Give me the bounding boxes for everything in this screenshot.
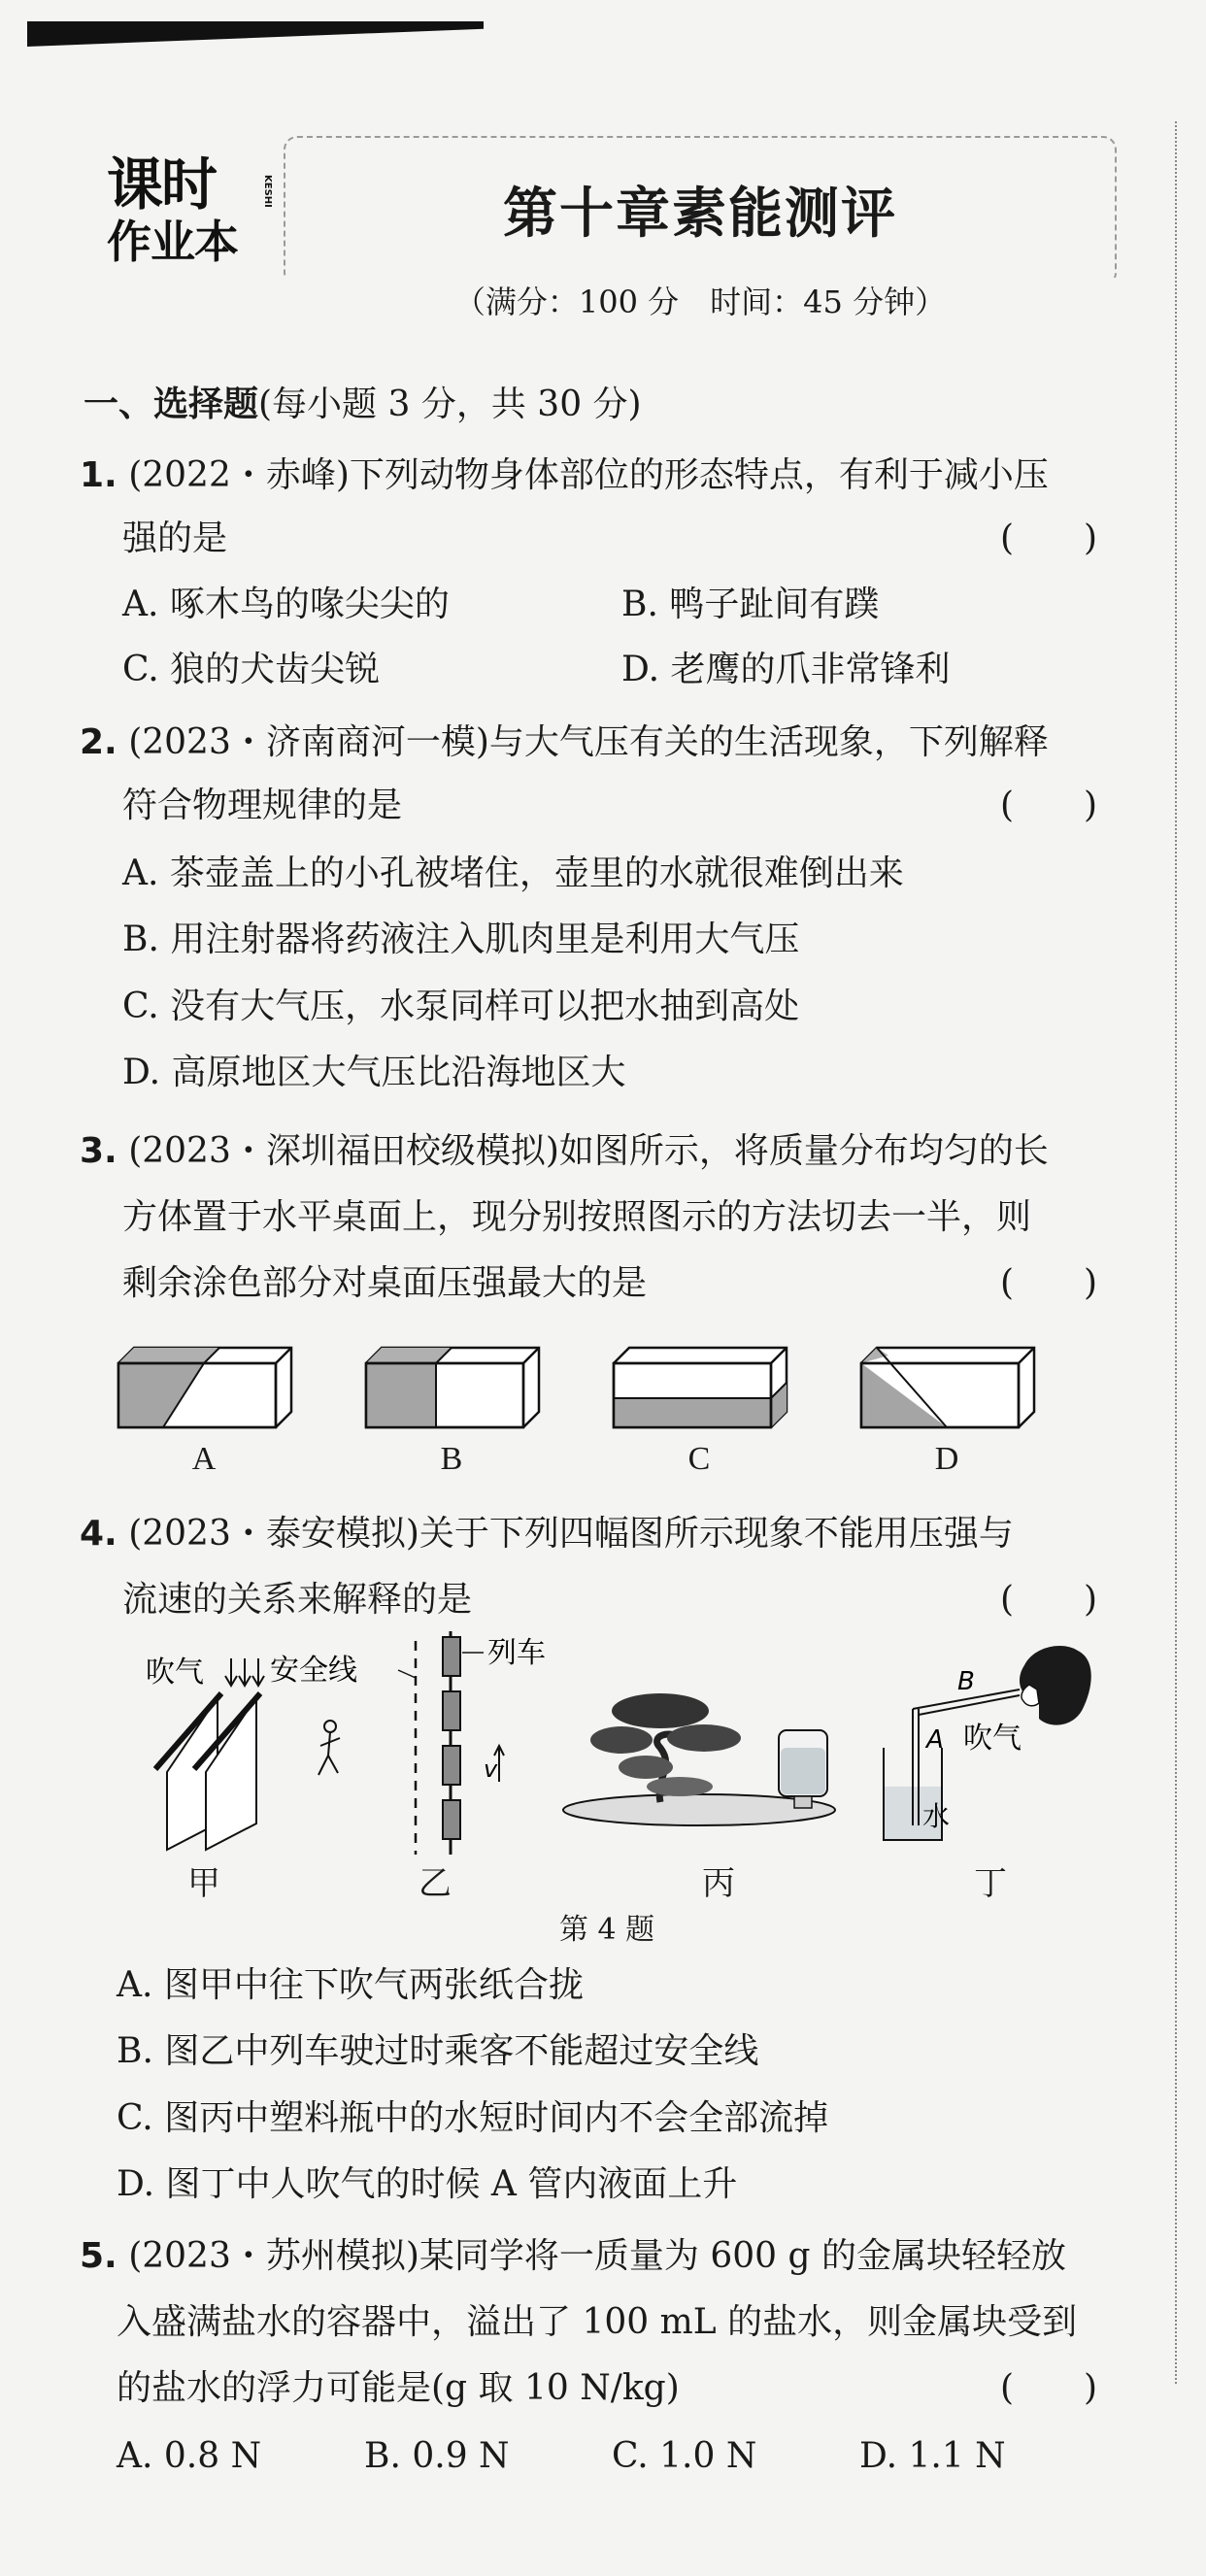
q3-label-a: A [191,1441,217,1477]
q4-label-jia: 甲 [187,1866,220,1902]
logo-tag: KESHI [262,175,273,208]
q2-number: 2. [80,722,117,762]
person-head-icon [1020,1646,1091,1725]
bonsai-tree-icon [590,1693,741,1802]
logo [107,151,273,272]
q3-block-d [861,1348,1034,1427]
q3-line3: 剩余涂色部分对桌面压强最大的是 [122,1263,648,1303]
q3-label-d: D [934,1441,959,1477]
q3-block-b [366,1348,539,1427]
q2-option-b: B. 用注射器将药液注入肌肉里是利用大气压 [122,920,800,959]
q2-option-d: D. 高原地区大气压比沿海地区大 [122,1053,626,1092]
logo-line1: 课时 [107,151,217,217]
q4-option-a: A. 图甲中往下吹气两张纸合拢 [117,1965,584,2005]
fig-bing [563,1693,835,1825]
q4-number: 4. [80,1514,117,1554]
blow-arrows-icon [225,1658,264,1686]
q4-figure [117,1631,1107,1855]
train-icon [443,1631,460,1855]
q5-option-c: C. 1.0 N [612,2436,757,2476]
section-note: (每小题 3 分，共 30 分) [258,385,642,424]
q4-line2: 流速的关系来解释的是 [122,1580,473,1620]
fig-ding-water-label: 水 [922,1800,951,1832]
page-subtitle: （满分：100 分 时间：45 分钟） [284,278,1117,322]
top-decor-bar [27,21,484,47]
fig-yi-safety-label: 安全线 [270,1654,357,1688]
q4-line1 [80,1513,1014,1556]
q4-label-ding: 丁 [974,1866,1007,1902]
q3-label-b: B [440,1441,463,1477]
q5-line1 [80,2235,1066,2278]
fig-ding-b-label: B [957,1667,975,1696]
q5-option-a: A. 0.8 N [117,2436,262,2476]
q4-option-d: D. 图丁中人吹气的时候 A 管内液面上升 [117,2164,738,2204]
q4-option-c: C. 图丙中塑料瓶中的水短时间内不会全部流掉 [117,2098,829,2138]
logo-line2: 作业本 [107,216,238,268]
fig-ding-blow-label: 吹气 [963,1722,1022,1756]
q3-answer-bracket: ( ) [1000,1263,1098,1303]
margin-rule [1175,121,1177,2384]
bottle-icon [779,1730,827,1808]
q5-line3: 的盐水的浮力可能是(g 取 10 N/kg) [117,2368,680,2408]
q5-option-b: B. 0.9 N [364,2436,510,2476]
q3-line2: 方体置于水平桌面上，现分别按照图示的方法切去一半，则 [122,1197,1032,1237]
q1-answer-bracket: ( ) [1000,519,1098,558]
q1-option-a: A. 啄木鸟的喙尖尖的 [122,585,450,624]
q2-line1 [80,721,1049,764]
section-title: 一、选择题 [84,385,259,424]
q2-line2: 符合物理规律的是 [122,786,403,825]
q4-option-b: B. 图乙中列车驶过时乘客不能超过安全线 [117,2031,759,2071]
page-title: 第十章素能测评 [503,183,897,246]
q3-line1 [80,1130,1049,1173]
q5-option-d: D. 1.1 N [859,2436,1006,2476]
q3-figure [107,1330,1097,1437]
q4-label-yi: 乙 [419,1866,452,1902]
fig-jia [146,1656,264,1850]
q2-text1: (2023・济南商河一模)与大气压有关的生活现象，下列解释 [128,722,1049,762]
q4-label-bing: 丙 [702,1866,735,1902]
q1-option-d: D. 老鹰的爪非常锋利 [621,650,951,689]
q2-option-c: C. 没有大气压，水泵同样可以把水抽到高处 [122,987,800,1026]
stick-figure-icon [318,1721,340,1775]
fig-yi [270,1631,546,1855]
q3-block-a [118,1348,291,1427]
q4-text1: (2023・泰安模拟)关于下列四幅图所示现象不能用压强与 [128,1514,1014,1554]
q5-number: 5. [80,2236,117,2276]
q1-number: 1. [80,455,117,495]
fig-ding [884,1646,1091,1840]
q4-answer-bracket: ( ) [1000,1580,1098,1620]
q5-answer-bracket: ( ) [1000,2368,1098,2408]
q1-option-c: C. 狼的犬齿尖锐 [122,650,381,689]
q3-block-c [614,1348,787,1427]
fig-ding-a-label: A [926,1725,944,1755]
q5-text1: (2023・苏州模拟)某同学将一质量为 600 g 的金属块轻轻放 [128,2236,1066,2276]
beaker-icon [884,1689,1020,1840]
q1-option-b: B. 鸭子趾间有蹼 [621,585,880,624]
q3-text1: (2023・深圳福田校级模拟)如图所示，将质量分布均匀的长 [128,1131,1049,1171]
fig-jia-blow-label: 吹气 [146,1656,204,1689]
section-heading [84,384,642,426]
q4-caption: 第 4 题 [559,1913,655,1947]
q3-label-c: C [687,1441,711,1477]
q2-option-a: A. 茶壶盖上的小孔被堵住，壶里的水就很难倒出来 [122,853,904,893]
paper-sheets-icon [155,1693,260,1850]
fig-yi-v-label: v [484,1756,498,1783]
q5-line2: 入盛满盐水的容器中，溢出了 100 mL 的盐水，则金属块受到 [117,2302,1078,2342]
q3-number: 3. [80,1131,117,1171]
q1-line2: 强的是 [122,519,228,558]
fig-yi-train-label: 列车 [487,1636,546,1670]
q1-text1: (2022・赤峰)下列动物身体部位的形态特点，有利于减小压 [128,455,1049,495]
q1-line1 [80,454,1049,497]
q2-answer-bracket: ( ) [1000,786,1098,825]
